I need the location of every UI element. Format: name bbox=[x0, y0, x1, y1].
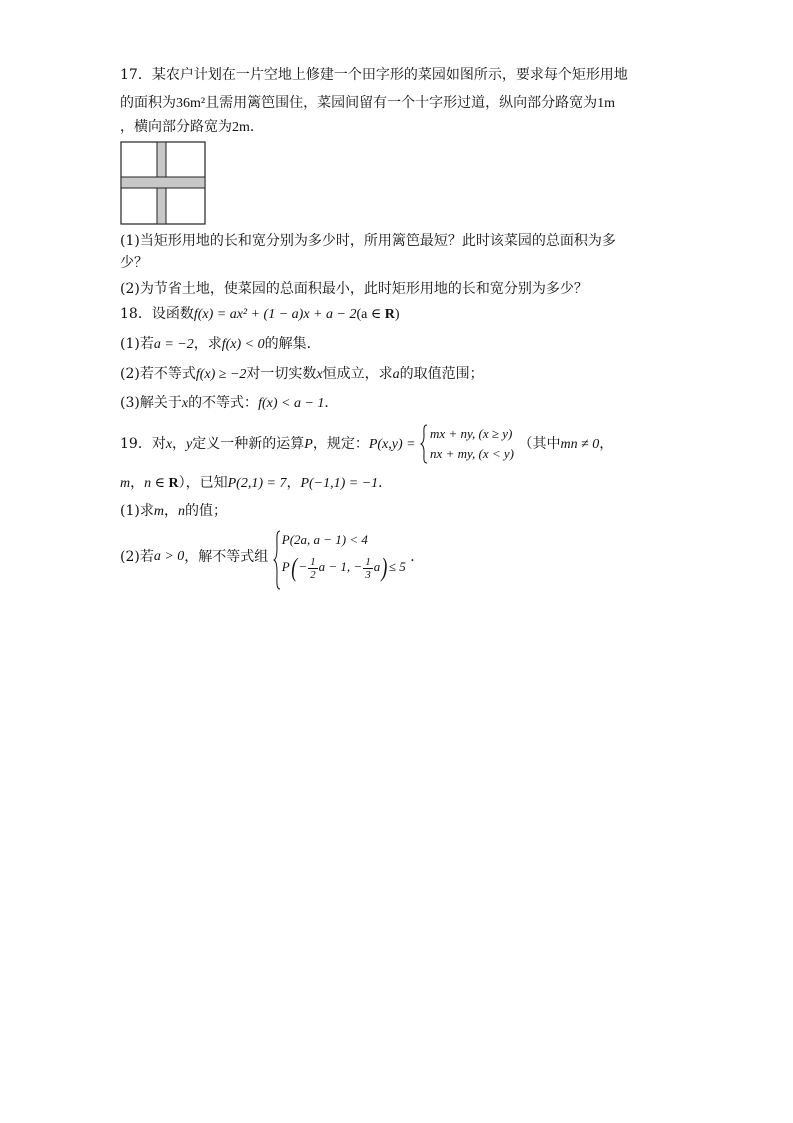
q18-condition: a = −2 bbox=[153, 337, 194, 352]
q19-text: ，规定： bbox=[312, 436, 369, 452]
piecewise-case-2: nx + my, (x < y) bbox=[430, 446, 515, 461]
q19-piecewise bbox=[420, 424, 514, 464]
operation-p: P bbox=[281, 559, 290, 574]
q18-inequality: f(x) ≥ −2 bbox=[195, 367, 247, 382]
system-inequality-2 bbox=[282, 550, 406, 584]
q19-part1 bbox=[120, 502, 227, 521]
minus-sign: − bbox=[298, 559, 308, 574]
fraction-numerator: 1 bbox=[310, 555, 316, 568]
q17-area: 36m² bbox=[176, 96, 206, 111]
var-m: m bbox=[153, 504, 164, 519]
q17-text: 的面积为 bbox=[120, 95, 176, 111]
q19-text: ），已知 bbox=[178, 475, 228, 491]
q19-text: ， bbox=[172, 436, 187, 452]
right-paren-icon: ) bbox=[381, 553, 388, 583]
q17-text: 且需用篱笆围住，菜园间留有一个十字形过道，纵向部分路宽为 bbox=[205, 95, 598, 111]
q19-condition: a > 0 bbox=[153, 549, 185, 564]
q18-head bbox=[120, 305, 400, 324]
q17-part1-line2: 少？ bbox=[120, 255, 148, 271]
q17-text: ． bbox=[249, 119, 264, 135]
q18-text: (3)解关于 bbox=[120, 395, 182, 411]
q19-head bbox=[120, 424, 613, 464]
var-n: n bbox=[177, 504, 185, 519]
system-expr-middle: a − 1, − bbox=[318, 559, 363, 574]
q17-line3 bbox=[120, 118, 264, 137]
q19-text: 定义一种新的运算 bbox=[192, 436, 305, 452]
var-x: x bbox=[316, 367, 323, 382]
q18-text: ，求 bbox=[193, 336, 222, 352]
var-m: m bbox=[120, 476, 131, 491]
q18-text: 的取值范围； bbox=[399, 366, 484, 382]
q19-condition: mn ≠ 0 bbox=[560, 437, 600, 452]
q19-text: （其中 bbox=[518, 436, 561, 452]
q19-text: ． bbox=[378, 475, 393, 491]
q18-text: 恒成立，求 bbox=[322, 366, 393, 382]
system-relation: ≤ 5 bbox=[388, 559, 406, 574]
q18-part2 bbox=[120, 365, 484, 384]
q18-text: ． bbox=[324, 395, 339, 411]
q18-inequality: f(x) < a − 1 bbox=[258, 396, 325, 411]
var-a: a bbox=[392, 367, 400, 382]
q18-part1 bbox=[120, 335, 321, 354]
q19-text: ， bbox=[163, 503, 178, 519]
left-paren-icon: ( bbox=[291, 553, 298, 583]
fraction-denominator: 2 bbox=[310, 568, 316, 581]
q19-part2 bbox=[120, 530, 424, 584]
q19-inequality-system bbox=[273, 530, 406, 584]
q19-text: ， bbox=[130, 475, 145, 491]
var-x: x bbox=[181, 396, 189, 411]
q19-text: ，解不等式组 bbox=[184, 549, 269, 565]
q19-text: ， bbox=[599, 436, 614, 452]
q18-text: 18．设函数 bbox=[120, 306, 194, 322]
real-numbers-symbol: R bbox=[384, 307, 395, 322]
fraction-numerator: 1 bbox=[365, 555, 371, 568]
var-a: a bbox=[373, 559, 381, 574]
q18-text: 对一切实数 bbox=[246, 366, 317, 382]
q19-given-2: P(−1,1) = −1 bbox=[300, 476, 379, 491]
fraction-one-third bbox=[363, 556, 373, 581]
q17-line1: 17．某农户计划在一片空地上修建一个田字形的菜园如图所示，要求每个矩形用地 bbox=[120, 67, 628, 83]
q19-definition-lhs: P(x,y) = bbox=[368, 437, 416, 452]
q18-domain: (a ∈ bbox=[356, 307, 385, 322]
operation-p: P bbox=[304, 437, 313, 452]
q18-text: 的解集． bbox=[264, 336, 321, 352]
left-brace-icon bbox=[420, 424, 428, 464]
q19-given-1: P(2,1) = 7 bbox=[227, 476, 287, 491]
q18-domain: ) bbox=[394, 307, 400, 322]
q17-text: ，横向部分路宽为 bbox=[120, 119, 232, 135]
q17-horizontal-width: 2m bbox=[232, 120, 250, 135]
var-x: x bbox=[165, 437, 173, 452]
q18-inequality: f(x) < 0 bbox=[221, 337, 265, 352]
q18-text: (2)若不等式 bbox=[120, 366, 196, 382]
fraction-one-half bbox=[308, 556, 318, 581]
q18-function: f(x) = ax² + (1 − a)x + a − 2 bbox=[193, 307, 357, 322]
q18-text: 的不等式： bbox=[188, 395, 259, 411]
q19-text: 的值； bbox=[184, 503, 227, 519]
q17-part1-line1: (1)当矩形用地的长和宽分别为多少时，所用篱笆最短？此时该菜园的总面积为多 bbox=[120, 233, 616, 249]
q19-text: ． bbox=[410, 549, 425, 565]
var-y: y bbox=[186, 437, 193, 452]
left-brace-icon bbox=[273, 530, 281, 590]
path-crossing bbox=[158, 178, 166, 188]
q19-text: 19．对 bbox=[120, 436, 166, 452]
q18-text: (1)若 bbox=[120, 336, 154, 352]
q19-text: ， bbox=[286, 475, 301, 491]
q19-line2 bbox=[120, 474, 392, 493]
var-n: n ∈ bbox=[144, 476, 169, 491]
q17-part2: (2)为节省土地，使菜园的总面积最小，此时矩形用地的长和宽分别为多少？ bbox=[120, 281, 588, 297]
piecewise-case-1: mx + ny, (x ≥ y) bbox=[430, 426, 513, 441]
q17-line2 bbox=[120, 94, 615, 113]
q19-text: (2)若 bbox=[120, 549, 154, 565]
fraction-denominator: 3 bbox=[365, 568, 371, 581]
garden-figure bbox=[120, 141, 206, 225]
q19-text: (1)求 bbox=[120, 503, 154, 519]
real-numbers-symbol: R bbox=[168, 476, 179, 491]
q18-part3 bbox=[120, 394, 338, 413]
system-inequality-1: P(2a, a − 1) < 4 bbox=[281, 532, 368, 547]
q17-vertical-width: 1m bbox=[597, 96, 615, 111]
